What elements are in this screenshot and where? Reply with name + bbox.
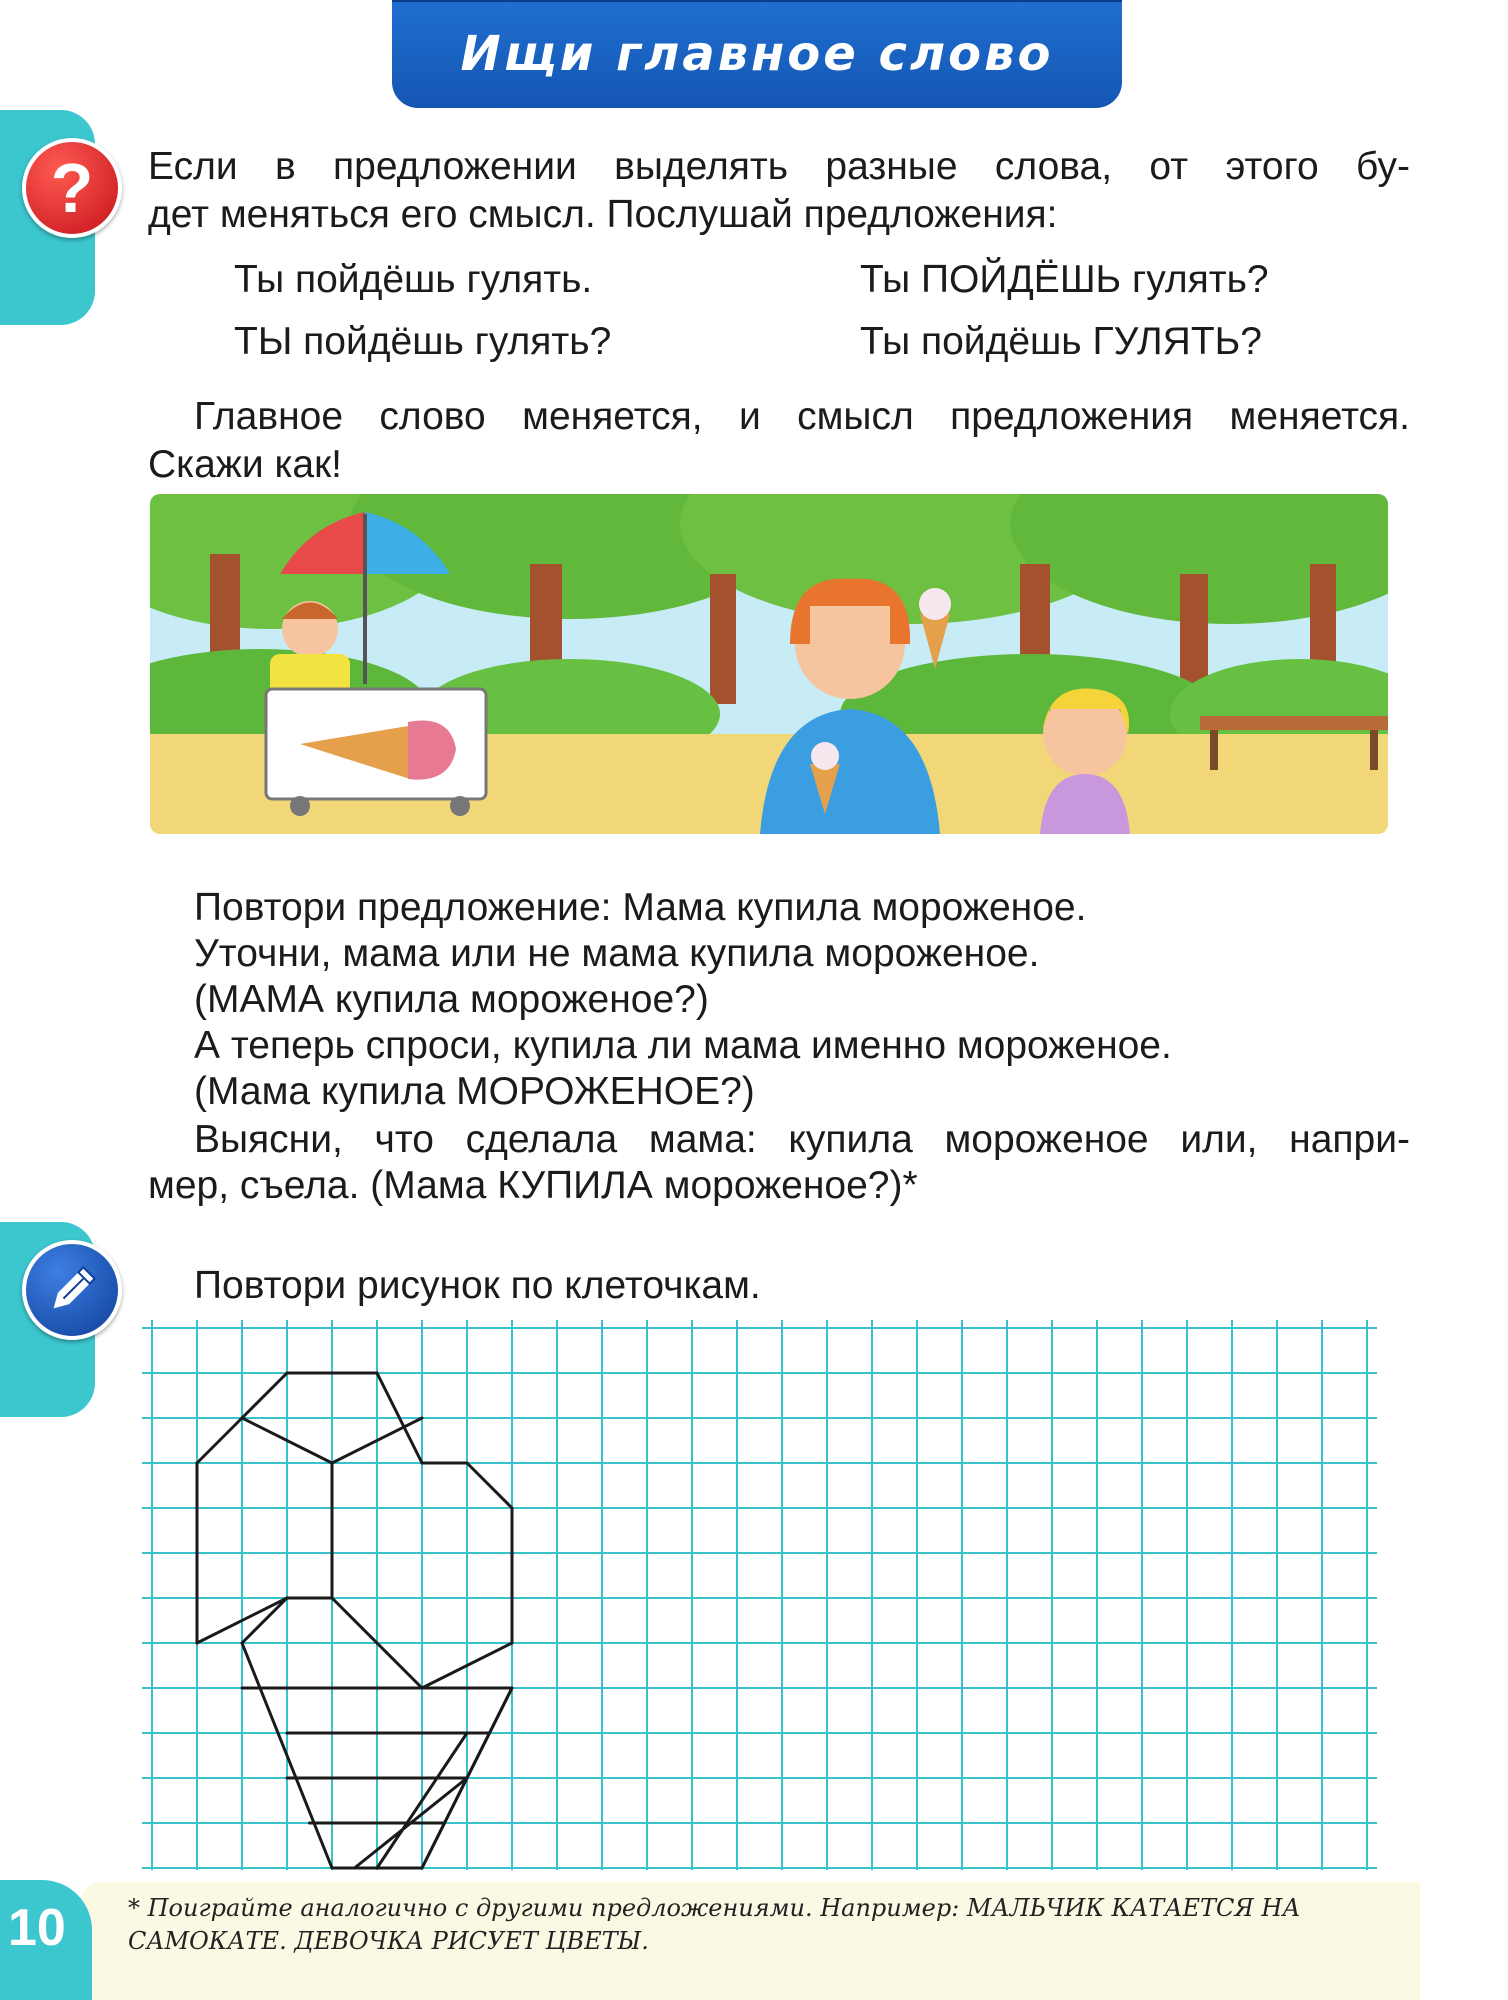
task-line: мер, съела. (Мама КУПИЛА мороженое?)* [148,1164,918,1207]
grid-drawing-area [142,1320,1402,1870]
pencil-icon [22,1240,122,1340]
task-line: Выясни, что сделала мама: купила мороженое или, напри- [194,1118,1410,1161]
example-sentence: Ты пойдёшь гулять. [234,258,593,301]
intro-text-line1: Если в предложении выделять разные слова, от этого бу- [148,145,1410,188]
page-number: 10 [8,1899,66,1957]
footnote-line2: САМОКАТЕ. ДЕВОЧКА РИСУЕТ ЦВЕТЫ. [128,1927,649,1955]
drawing-grid [142,1320,1402,1875]
park-illustration [150,494,1388,834]
figure-line [242,1373,287,1418]
task-line: Уточни, мама или не мама купила мороженое. [194,932,1040,975]
question-mark-icon: ? [22,138,122,238]
task-line: А теперь спроси, купила ли мама именно мороженое. [194,1024,1172,1067]
figure-line [242,1598,287,1643]
example-sentence: Ты пойдёшь ГУЛЯТЬ? [860,320,1262,363]
task-line: Повтори предложение: Мама купила мороженое. [194,886,1087,929]
grid-instruction: Повтори рисунок по клеточкам. [194,1264,761,1307]
intro-text-line2: дет меняться его смысл. Послушай предложения: [148,193,1058,236]
example-sentence: Ты ПОЙДЁШЬ гулять? [860,258,1269,301]
example-sentence: ТЫ пойдёшь гулять? [234,320,612,363]
task-line: (Мама купила МОРОЖЕНОЕ?) [194,1070,755,1113]
figure-line [197,1418,242,1463]
footnote-line1: * Поиграйте аналогично с другими предложениями. Например: МАЛЬЧИК КАТАЕТСЯ НА [128,1894,1301,1922]
page-title: Ищи главное слово [460,26,1054,82]
conclusion-text-line1: Главное слово меняется, и смысл предложения меняется. [194,395,1410,438]
page-title-banner [392,0,1122,108]
footnote [128,1892,1368,1958]
conclusion-text-line2: Скажи как! [148,443,342,486]
figure-line [377,1373,400,1418]
figure-line [467,1463,512,1508]
task-line: (МАМА купила мороженое?) [194,978,709,1021]
